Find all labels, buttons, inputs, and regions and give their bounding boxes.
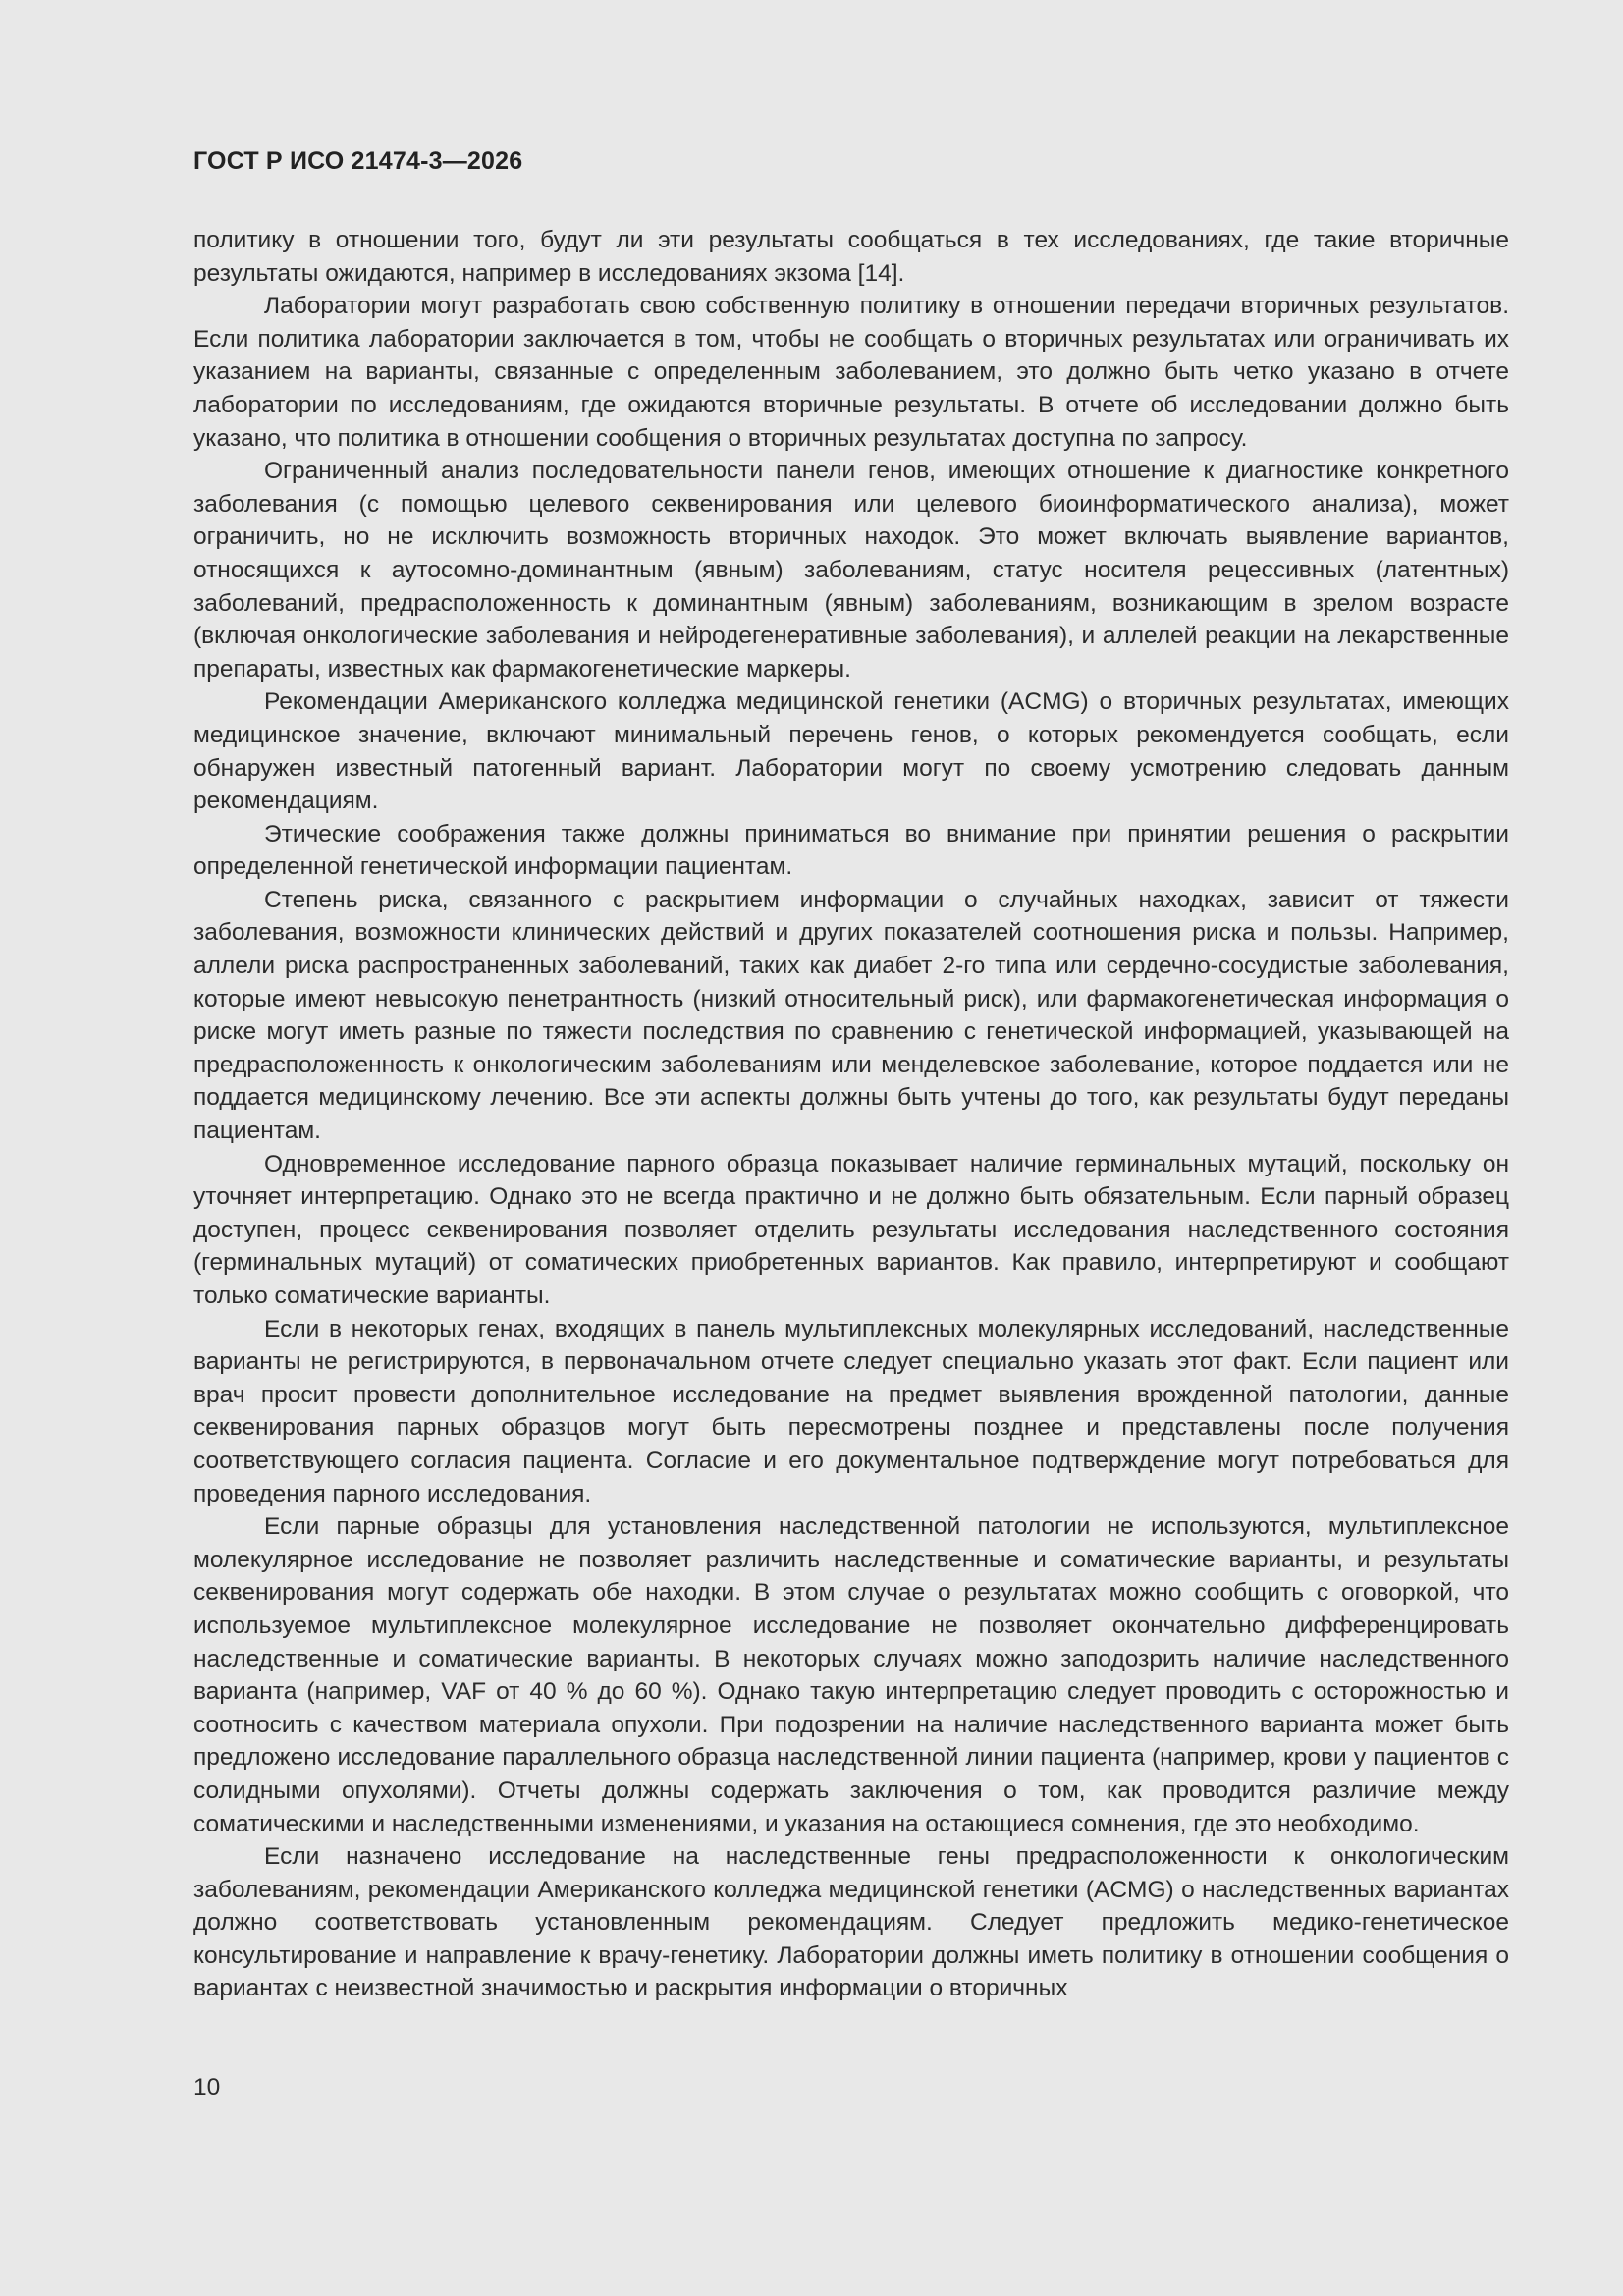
paragraph-inherited-variants: Если в некоторых генах, входящих в панель мультиплексных молекулярных исследований, наследственные варианты не регистрируются, в первоначальном отчете следует специально указать этот факт. Если пациент или врач просит провести дополнительное исследование на предмет выявления врожденной патологии, данные секвенирования парных образцов могут быть пересмотрены позднее и представлены после получения соответствующего согласия пациента. Согласие и его документальное подтверждение могут потребоваться для проведения парного исследования. — [193, 1315, 1509, 1507]
paragraph-paired-sample: Одновременное исследование парного образца показывает наличие герминальных мутаций, поскольку он уточняет интерпретацию. Однако это не всегда практично и не должно быть обязательным. Если парный образец доступен, процесс секвенирования позволяет отделить результаты исследования наследственного состояния (герминальных мутаций) от соматических приобретенных вариантов. Как правило, интерпретируют и сообщают только соматические варианты. — [193, 1150, 1509, 1309]
document-body — [193, 224, 1509, 2005]
paragraph-risk-degree: Степень риска, связанного с раскрытием информации о случайных находках, зависит от тяжести заболевания, возможности клинических действий и других показателей соотношения риска и пользы. Например, аллели риска распространенных заболеваний, таких как диабет 2-го типа или сердечно-сосудистые заболевания, которые имеют невысокую пенетрантность (низкий относительный риск), или фармакогенетическая информация о риске могут иметь разные по тяжести последствия по сравнению с генетической информацией, указывающей на предрасположенность к онкологическим заболеваниям или менделевское заболевание, которое поддается или не поддается медицинскому лечению. Все эти аспекты должны быть учтены до того, как результаты будут переданы пациентам. — [193, 886, 1509, 1145]
paragraph-limited-analysis: Ограниченный анализ последовательности панели генов, имеющих отношение к диагностике конкретного заболевания (с помощью целевого секвенирования или целевого биоинформатического анализа), может ограничить, но не исключить возможность вторичных находок. Это может включать выявление вариантов, относящихся к аутосомно-доминантным (явным) заболеваниям, статус носителя рецессивных (латентных) заболеваний, предрасположенность к доминантным (явным) заболеваниям, возникающим в зрелом возрасте (включая онкологические заболевания и нейродегенеративные заболевания), и аллелей реакции на лекарственные препараты, известных как фармакогенетические маркеры. — [193, 458, 1509, 683]
page-number: 10 — [193, 2074, 221, 2101]
paragraph-acmg-recommendations: Рекомендации Американского колледжа медицинской генетики (ACMG) о вторичных результатах, имеющих медицинское значение, включают минимальный перечень генов, о которых рекомендуется сообщать, если обнаружен известный патогенный вариант. Лаборатории могут по своему усмотрению следовать данным рекомендациям. — [193, 688, 1509, 815]
paragraph-lab-policy: Лаборатории могут разработать свою собственную политику в отношении передачи вторичных результатов. Если политика лаборатории заключается в том, чтобы не сообщать о вторичных результатах или ограничивать их указанием на варианты, связанные с определенным заболеванием, это должно быть четко указано в отчете лаборатории по исследованиям, где ожидаются вторичные результаты. В отчете об исследовании должно быть указано, что политика в отношении сообщения о вторичных результатах доступна по запросу. — [193, 293, 1509, 452]
document-header: ГОСТ Р ИСО 21474-3—2026 — [193, 147, 523, 175]
paragraph-continuation: политику в отношении того, будут ли эти результаты сообщаться в тех исследованиях, где такие вторичные результаты ожидаются, например в исследованиях экзома [14]. — [193, 227, 1509, 287]
paragraph-no-paired-samples: Если парные образцы для установления наследственной патологии не используются, мультиплексное молекулярное исследование не позволяет различить наследственные и соматические варианты, и результаты секвенирования могут содержать обе находки. В этом случае о результатах можно сообщить с оговоркой, что используемое мультиплексное молекулярное исследование не позволяет окончательно дифференцировать наследственные и соматические варианты. В некоторых случаях можно заподозрить наличие наследственного варианта (например, VAF от 40 % до 60 %). Однако такую интерпретацию следует проводить с осторожностью и соотносить с качеством материала опухоли. При подозрении на наличие наследственного варианта может быть предложено исследование параллельного образца наследственной линии пациента (например, крови у пациентов с солидными опухолями). Отчеты должны содержать заключения о том, как проводится различие между соматическими и наследственными изменениями, и указания на остающиеся сомнения, где это необходимо. — [193, 1513, 1509, 1837]
paragraph-predisposition-genes: Если назначено исследование на наследственные гены предрасположенности к онкологическим заболеваниям, рекомендации Американского колледжа медицинской генетики (ACMG) о наследственных вариантах должно соответствовать установленным рекомендациям. Следует предложить медико-генетическое консультирование и направление к врачу-генетику. Лаборатории должны иметь политику в отношении сообщения о вариантах с неизвестной значимостью и раскрытия информации о вторичных — [193, 1843, 1509, 2002]
paragraph-ethical-considerations: Этические соображения также должны приниматься во внимание при принятии решения о раскрытии определенной генетической информации пациентам. — [193, 820, 1509, 881]
